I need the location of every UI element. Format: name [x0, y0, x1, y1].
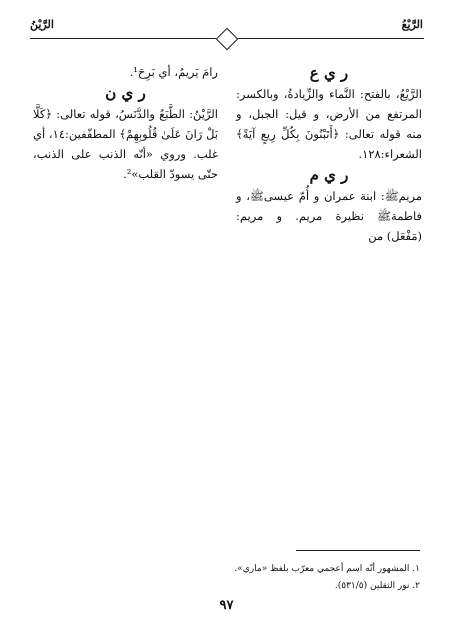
right-column	[236, 62, 422, 246]
entry-rayy: الرَّيْعُ، بالفتح: النَّماء والزِّيادةُ، وبالكسر: المرتفع من الأرض، و قيل: الجبل، و منه قوله تعالى: ﴿أَتَبْنُونَ بِكُلِّ رِيعٍ آيَةً﴾ الشعراء:١٢٨.	[236, 87, 422, 161]
running-header-right: الرَّيْعُ	[401, 18, 423, 31]
footnote-rule	[296, 550, 420, 551]
page-number: ٩٧	[219, 598, 234, 613]
footnote-2: ٢. نور الثقلين (٥٣١/٥).	[334, 581, 420, 591]
entry-rayn: الرَّيْنُ: الطَّبَعُ والدَّنَسُ، قوله تعالى: ﴿كَلَّا بَلْ رَانَ عَلَىٰ قُلُوبِهِمْ﴾ المطفّفين:١٤، أي غلب. وروي «أنّه الذنب على الذنب، حتّى يسودّ القلب»².	[33, 107, 218, 181]
running-header-left: الرَّيْنُ	[30, 18, 54, 31]
header-rule-left	[30, 38, 216, 39]
left-column	[33, 62, 218, 184]
footnote-1: ١. المشهور أنّه اسم أعجمي معرّب بلفظ «ماري».	[234, 564, 420, 574]
root-heading-ray-mim: ر ي م	[309, 166, 349, 184]
entry-continuation: رامَ يَريمُ، أي بَرِحَ¹.	[129, 65, 218, 79]
root-heading-ray-ayn: ر ي ع	[309, 64, 349, 82]
diamond-ornament-icon	[216, 28, 239, 51]
header-rule-right	[238, 38, 424, 39]
root-heading-ray-nun: ر ي ن	[105, 84, 146, 102]
entry-maryam: مريمﷺ: ابنة عمران و أُمّ عيسىﷺ، و فاطمةﷺ نظيرة مريم. و مريم: (مَفْعَل) من	[236, 189, 422, 243]
